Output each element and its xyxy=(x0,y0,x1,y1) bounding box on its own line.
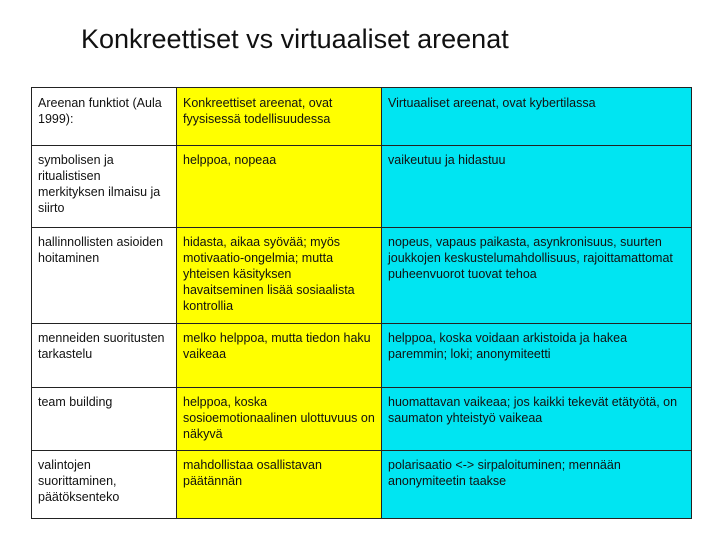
row-virtual-cell: vaikeutuu ja hidastuu xyxy=(382,146,692,228)
row-virtual-cell: huomattavan vaikeaa; jos kaikki tekevät etätyötä, on saumaton yhteistyö vaikeaa xyxy=(382,388,692,451)
table-header-row xyxy=(32,88,692,146)
row-virtual-cell: helppoa, koska voidaan arkistoida ja hakea paremmin; loki; anonymiteetti xyxy=(382,324,692,388)
row-function-cell: valintojen suorittaminen, päätöksenteko xyxy=(32,451,177,519)
row-function-cell: menneiden suoritusten tarkastelu xyxy=(32,324,177,388)
row-virtual-cell: nopeus, vapaus paikasta, asynkronisuus, suurten joukkojen keskustelumahdollisuus, rajoittamattomat puheenvuorot tuovat tehoa xyxy=(382,228,692,324)
header-concrete-arenas: Konkreettiset areenat, ovat fyysisessä todellisuudessa xyxy=(177,88,382,146)
table-row xyxy=(32,324,692,388)
row-concrete-cell: hidasta, aikaa syövää; myös motivaatio-ongelmia; mutta yhteisen käsityksen havaitseminen lisää sosiaalista kontrollia xyxy=(177,228,382,324)
header-virtual-arenas: Virtuaaliset areenat, ovat kybertilassa xyxy=(382,88,692,146)
row-concrete-cell: helppoa, nopeaa xyxy=(177,146,382,228)
row-concrete-cell: helppoa, koska sosioemotionaalinen ulottuvuus on näkyvä xyxy=(177,388,382,451)
page-title: Konkreettiset vs virtuaaliset areenat xyxy=(81,24,509,54)
comparison-table xyxy=(31,87,692,519)
table-row xyxy=(32,451,692,519)
row-concrete-cell: mahdollistaa osallistavan päätännän xyxy=(177,451,382,519)
row-virtual-cell: polarisaatio <-> sirpaloituminen; mennään anonymiteetin taakse xyxy=(382,451,692,519)
header-functions: Areenan funktiot (Aula 1999): xyxy=(32,88,177,146)
table-row xyxy=(32,146,692,228)
row-function-cell: symbolisen ja ritualistisen merkityksen ilmaisu ja siirto xyxy=(32,146,177,228)
row-concrete-cell: melko helppoa, mutta tiedon haku vaikeaa xyxy=(177,324,382,388)
table-row xyxy=(32,388,692,451)
row-function-cell: hallinnollisten asioiden hoitaminen xyxy=(32,228,177,324)
table-row xyxy=(32,228,692,324)
row-function-cell: team building xyxy=(32,388,177,451)
